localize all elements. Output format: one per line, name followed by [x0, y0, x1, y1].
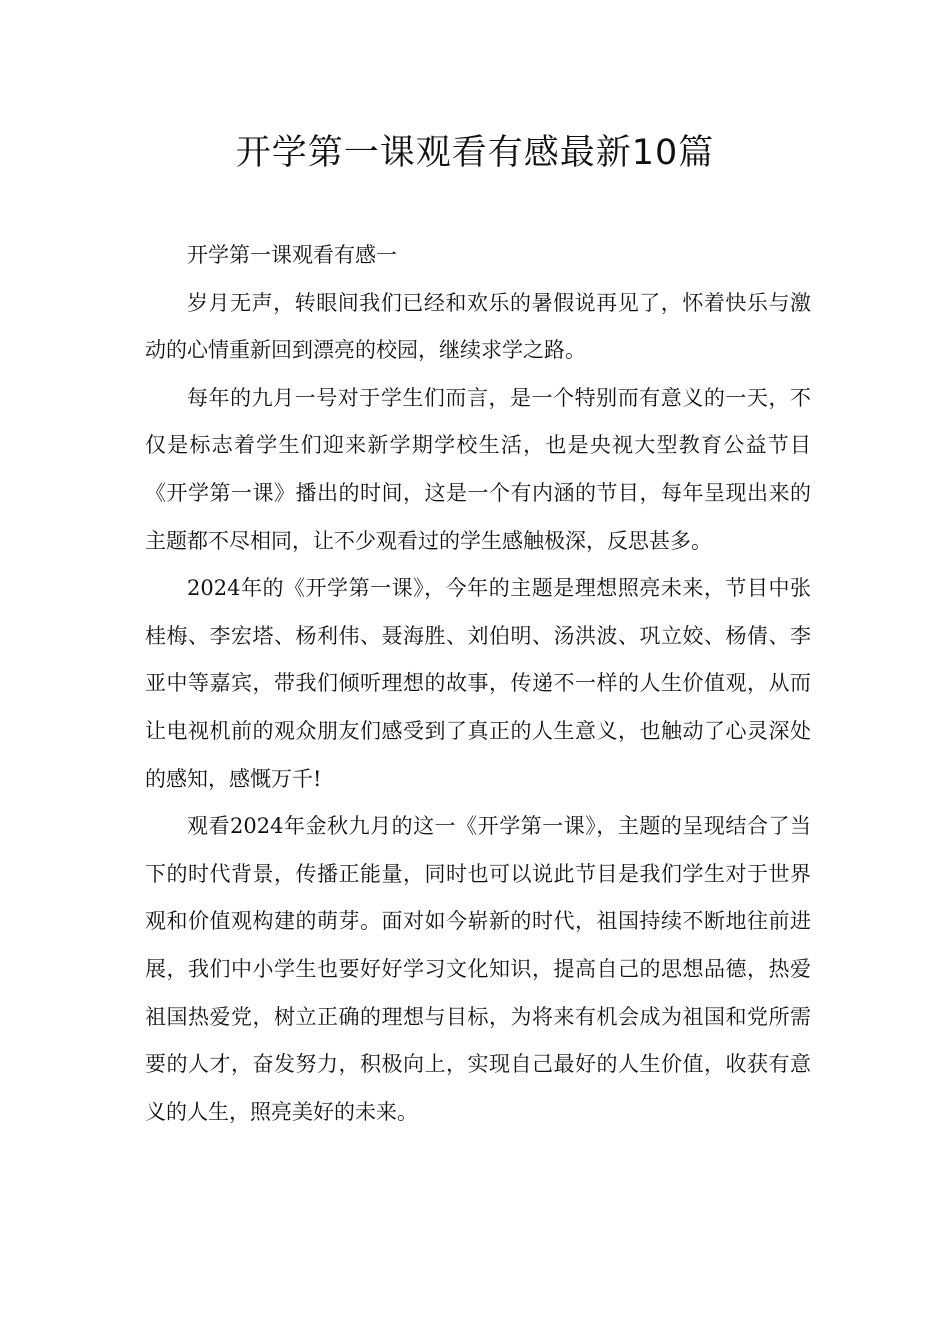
body-paragraph: 岁月无声，转眼间我们已经和欢乐的暑假说再见了，怀着快乐与激动的心情重新回到漂亮的校园，继续求学之路。	[145, 290, 811, 363]
section-heading: 开学第一课观看有感一	[187, 243, 397, 267]
body-paragraph: 观看2024年金秋九月的这一《开学第一课》，主题的呈现结合了当下的时代背景，传播正能量，同时也可以说此节目是我们学生对于世界观和价值观构建的萌芽。面对如今崭新的时代，祖国持续不断地往前进展，我们中小学生也要好好学习文化知识，提高自己的思想品德，热爱祖国热爱党，树立正确的理想与目标，为将来有机会成为祖国和党所需要的人才，奋发努力，积极向上，实现自己最好的人生价值，收获有意义的人生，照亮美好的未来。	[145, 814, 811, 1124]
document-body	[145, 232, 811, 1136]
body-paragraph: 2024年的《开学第一课》，今年的主题是理想照亮未来，节目中张桂梅、李宏塔、杨利伟、聂海胜、刘伯明、汤洪波、巩立姣、杨倩、李亚中等嘉宾，带我们倾听理想的故事，传递不一样的人生价值观，从而让电视机前的观众朋友们感受到了真正的人生意义，也触动了心灵深处的感知，感慨万千!	[145, 576, 811, 791]
document-title: 开学第一课观看有感最新10篇	[235, 133, 715, 173]
body-paragraph: 每年的九月一号对于学生们而言，是一个特别而有意义的一天，不仅是标志着学生们迎来新学期学校生活，也是央视大型教育公益节目《开学第一课》播出的时间，这是一个有内涵的节目，每年呈现出来的主题都不尽相同，让不少观看过的学生感触极深，反思甚多。	[145, 385, 811, 553]
